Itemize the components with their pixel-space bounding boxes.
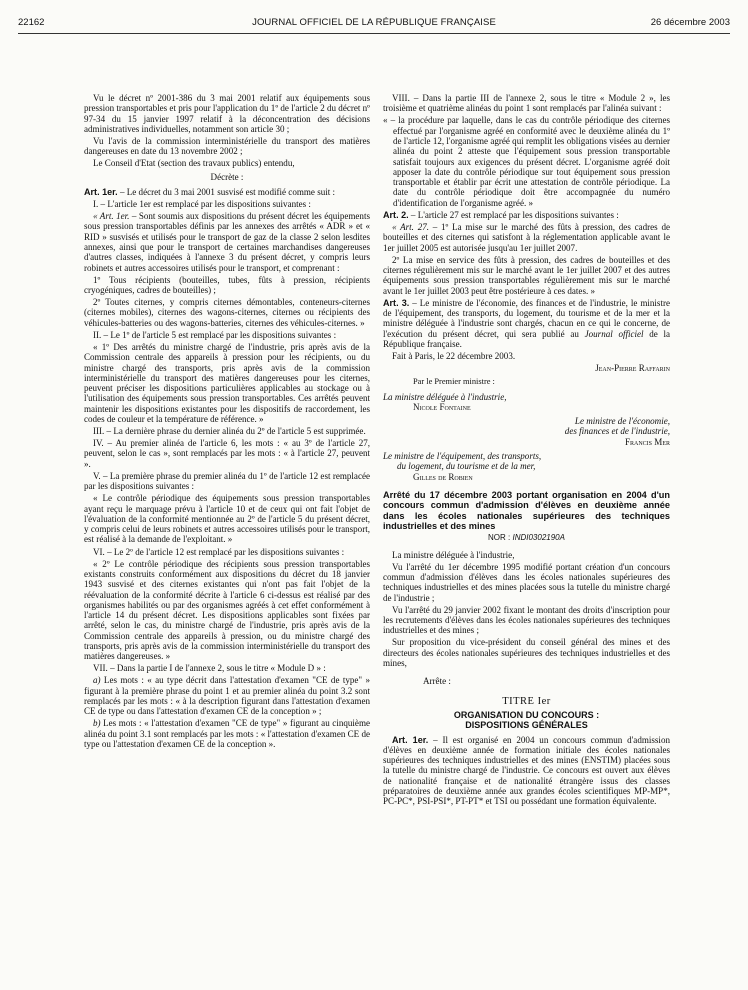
- nor-reference: NOR : INDI0302190A: [488, 533, 565, 543]
- page-number: 22162: [18, 17, 45, 28]
- journal-title: JOURNAL OFFICIEL DE LA RÉPUBLIQUE FRANÇAISE: [252, 17, 496, 28]
- article-label: Art. 3.: [383, 297, 410, 308]
- paragraph: Vu le décret nº 2001-386 du 3 mai 2001 relatif aux équipements sous pression transportables et pris pour l'application du 1º de l'article 2 du décret nº 97-34 du 15 janvier 1997 relatif à la déconcentration des décisions administratives individuelles, notamment son article 30 ;: [84, 93, 370, 134]
- article-paragraph: Art. 2. – L'article 27 est remplacé par les dispositions suivantes :: [383, 209, 619, 220]
- signatory-title: du logement, du tourisme et de la mer,: [397, 461, 536, 472]
- right-column: [383, 93, 670, 808]
- signatory-title: des finances et de l'industrie,: [564, 426, 670, 437]
- signatory-title: Le ministre de l'économie,: [574, 416, 670, 427]
- paragraph: 1º Tous récipients (bouteilles, tubes, fûts à pression, récipients cryogéniques, cadres de bouteilles) ;: [84, 274, 370, 296]
- article-label: Art. 1er.: [392, 734, 429, 745]
- article-paragraph: Art. 1er. – Il est organisé en 2004 un concours commun d'admission d'élèves en deuxième année de formation initiale des écoles nationales supérieures des techniques industrielles et des mines (ENSTIM) placées sous la tutelle du ministre chargé de l'industrie. Ce concours est ouvert aux élèves de nationalité française et de nationalité étrangère issus des classes préparatoires de deuxième année aux grandes écoles scientifiques MP-MP*, PC-PC*, PSI-PSI*, PT-PT* et TSI ou possédant une formation équivalente.: [383, 734, 670, 807]
- paragraph: VIII. – Dans la partie III de l'annexe 2, sous le titre « Module 2 », les troisième et quatrième alinéas du point 1 sont remplacés par l'alinéa suivant :: [383, 93, 670, 114]
- paragraph: Vu l'arrêté du 1er décembre 1995 modifié portant création d'un concours commun d'admission d'élèves dans les écoles nationales supérieures des techniques industrielles et des mines placées sous la tutelle du ministre chargé de l'industrie ;: [383, 561, 670, 603]
- paragraph: III. – La dernière phrase du dernier alinéa du 2º de l'article 5 est supprimée.: [93, 426, 366, 437]
- paragraph: II. – Le 1º de l'article 5 est remplacé par les dispositions suivantes :: [93, 329, 337, 340]
- paragraph: « Art. 27. – 1º La mise sur le marché des fûts à pression, des cadres de bouteilles et des citernes qui satisfont à la réglementation applicable avant le 1er juillet 2005 est autorisée jusqu'au 1er juillet 2007.: [383, 221, 670, 253]
- paragraph: « 2º Le contrôle périodique des récipients sous pression transportables existants construits conformément aux dispositions du décret du 18 janvier 1943 susvisé et des citernes existantes qui n'ont pas fait l'objet de la réévaluation de la conformité décrite à l'article 6 ci-dessus est réalisé par des organismes habilités ou par des organismes agréés à cet effet conformément à l'article 14 du présent décret. Les dispositions applicables sont fixées par arrêté, selon le cas, du ministre chargé de l'industrie, pris après avis de la Commission centrale des appareils à pression, ou du ministre chargé des transports, pris après avis de la commission interministérielle du transport des matières dangereuses. »: [84, 558, 370, 662]
- decree-heading: Décrète :: [210, 171, 244, 182]
- paragraph: Le Conseil d'Etat (section des travaux publics) entendu,: [93, 158, 295, 169]
- page-header: [18, 17, 730, 31]
- paragraph: La ministre déléguée à l'industrie,: [392, 549, 515, 560]
- title-heading: TITRE Ier: [502, 695, 551, 707]
- signatory-name: Gilles de Robien: [413, 471, 473, 482]
- arrete-heading: Arrête :: [423, 676, 451, 687]
- arrete-title: Arrêté du 17 décembre 2003 portant organisation en 2004 d'un concours commun d'admission d'élèves en deuxième année dans les écoles nationales supérieures des techniques industrielles et des mines: [383, 489, 670, 532]
- article-label: Art. 1er.: [84, 186, 118, 197]
- paragraph: I. – L'article 1er est remplacé par les dispositions suivantes :: [93, 199, 311, 210]
- article-label: « Art. 27.: [392, 221, 429, 232]
- paragraph: « Art. 1er. – Sont soumis aux dispositions du présent décret les équipements sous pression transportables définis par les annexes des arrêtés « ADR » et « RID » susvisés et utilisés pour le transport de gaz de la classe 2 selon lesdites annexes, ainsi que pour le transport de certaines marchandises dangereuses d'autres classes, indiquées à l'annexe 3 du présent décret, y compris leurs robinets et autres accessoires utilisés pour le transport, et comprenant :: [84, 211, 370, 273]
- article-paragraph: Art. 3. – Le ministre de l'économie, des finances et de l'industrie, le ministre de l'équipement, des transports, du logement, du tourisme et de la mer et la ministre déléguée à l'industrie sont chargés, chacun en ce qui le concerne, de l'exécution du présent décret, qui sera publié au Journal officiel de la République française.: [383, 297, 671, 349]
- signatory-name: Francis Mer: [624, 436, 670, 447]
- article-paragraph: Art. 1er. – Le décret du 3 mai 2001 susvisé est modifié comme suit :: [84, 186, 336, 197]
- section-heading: DISPOSITIONS GÉNÉRALES: [465, 720, 588, 731]
- paragraph: Fait à Paris, le 22 décembre 2003.: [392, 350, 516, 361]
- paragraph: Sur proposition du vice-président du conseil général des mines et des directeurs des écoles nationales supérieures des techniques industrielles et des mines,: [383, 637, 670, 669]
- article-label: « Art. 1er.: [93, 211, 130, 222]
- issue-date: 26 décembre 2003: [650, 17, 730, 28]
- header-rule: [18, 33, 730, 34]
- article-label: Art. 2.: [383, 209, 409, 220]
- paragraph: « – la procédure par laquelle, dans le cas du contrôle périodique des citernes effectué par l'organisme agréé en conformité avec le deuxième alinéa du 1º de l'article 12, l'organisme agréé qui remplit les obligations visées au dernier alinéa du point 2 atteste que l'équipement sous pression transportable satisfait toujours aux exigences du présent décret. L'organisme agréé doit apposer la date du contrôle périodique sur tout équipement sous pression transportable et établir par écrit une attestation de contrôle périodique. La date du contrôle périodique doit être accompagnée du numéro d'identification de l'organisme agréé. »: [383, 115, 670, 208]
- left-column: [84, 93, 370, 751]
- signatory-title: La ministre déléguée à l'industrie,: [383, 391, 507, 402]
- paragraph: Vu l'arrêté du 29 janvier 2002 fixant le montant des droits d'inscription pour les recrutements d'élèves dans les écoles nationales supérieures des techniques industrielles et des mines ;: [383, 604, 670, 636]
- paragraph: « 1º Des arrêtés du ministre chargé de l'industrie, pris après avis de la Commission centrale des appareils à pression pour les récipients, ou du ministre chargé des transports, pris après avis de la commission interministérielle du transport des matières dangereuses pour les citernes, peuvent préciser les dispositions particulières applicables au stockage ou à l'utilisation des équipements sous pression transportables. Ces arrêtés peuvent maintenir les dispositions existantes pour les dispositifs de raccordement, les codes de couleur et la température de référence. »: [84, 341, 370, 424]
- paragraph: V. – La première phrase du premier alinéa du 1º de l'article 12 est remplacée par les dispositions suivantes :: [84, 470, 370, 492]
- signatory-name: Jean-Pierre Raffarin: [595, 363, 670, 373]
- section-heading: ORGANISATION DU CONCOURS :: [453, 709, 600, 720]
- paragraph: 2º La mise en service des fûts à pression, des cadres de bouteilles et des citernes régulièrement mis sur le marché avant le 1er juillet 2007 et des autres équipements sous pression transportables régulièrement mis sur le marché avant le 1er juillet 2003 peut être postérieure à ces dates. »: [383, 254, 670, 296]
- paragraph: 2º Toutes citernes, y compris citernes démontables, conteneurs-citernes (citernes mobiles), citernes des wagons-citernes, citernes ou récipients des véhicules-batteries ou des wagons-batteries, citernes des véhicules-citernes. »: [84, 297, 370, 328]
- paragraph: IV. – Au premier alinéa de l'article 6, les mots : « au 3º de l'article 27, peuvent, selon le cas », sont remplacés par les mots : « à l'article 27, peuvent ».: [84, 438, 370, 469]
- paragraph: Vu l'avis de la commission interministérielle du transport des matières dangereuses en date du 13 novembre 2002 ;: [84, 135, 370, 157]
- paragraph: « Le contrôle périodique des équipements sous pression transportables ayant reçu le marquage prévu à l'article 10 et de ceux qui ont fait l'objet de l'évaluation de la conformité mentionnée au 2º de l'article 5 du présent décret, y compris celui de leurs robinets et autres accessoires utilisés pour le transport, est réalisé à la demande de l'exploitant. »: [84, 493, 370, 545]
- paragraph: b) Les mots : « l'attestation d'examen "CE de type" » figurant au cinquième alinéa du point 3.1 sont remplacés par les mots : « l'attestation d'examen CE de type ou l'attestation d'examen CE de la conception ».: [84, 718, 370, 750]
- signatory-title: Le ministre de l'équipement, des transports,: [383, 451, 542, 462]
- paragraph: VI. – Le 2º de l'article 12 est remplacé par les dispositions suivantes :: [93, 546, 345, 557]
- paragraph: a) Les mots : « au type décrit dans l'attestation d'examen "CE de type" » figurant à la première phrase du point 1 et au premier alinéa du point 3.2 sont remplacés par les mots : « à la description figurant dans l'attestation d'examen CE de type ou dans l'attestation d'examen CE de la conception » ;: [84, 675, 370, 717]
- signature-preamble: Par le Premier ministre :: [413, 377, 495, 387]
- paragraph: VII. – Dans la partie I de l'annexe 2, sous le titre « Module D » :: [93, 663, 326, 674]
- signatory-name: Nicole Fontaine: [413, 401, 471, 412]
